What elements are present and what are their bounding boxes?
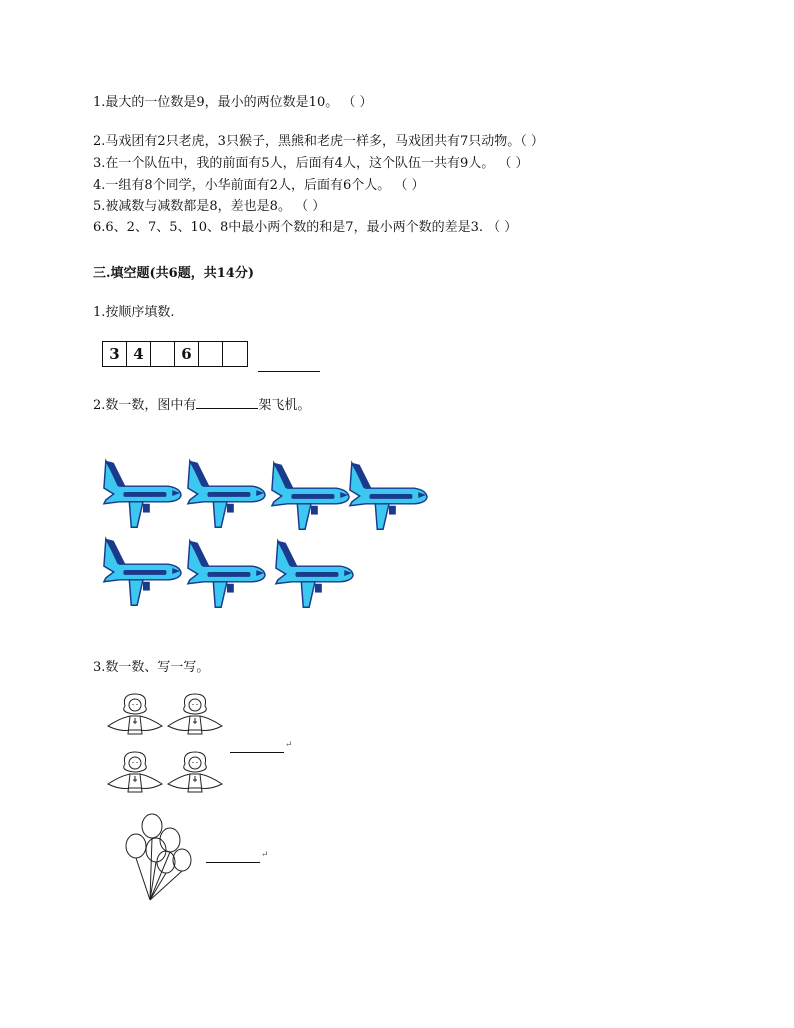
airplane-icon [268, 460, 352, 532]
q2-prompt [93, 396, 310, 414]
q1-prompt: 1.按顺序填数. [93, 305, 175, 320]
sequence-cell[interactable]: 4 [127, 342, 151, 366]
airplane-icon [346, 460, 430, 532]
sequence-cell[interactable]: 3 [103, 342, 127, 366]
airplane-icon [184, 458, 268, 530]
sequence-cell[interactable]: 6 [175, 342, 199, 366]
dolls-answer-line[interactable] [230, 752, 284, 753]
airplane-icon [100, 458, 184, 530]
balloons-answer-line[interactable] [206, 862, 260, 863]
q2-prompt-before: 2.数一数，图中有 [93, 398, 197, 413]
sequence-cell[interactable] [199, 342, 223, 366]
airplane-icon [184, 538, 268, 610]
section-title: 三.填空题(共6题，共14分) [93, 266, 254, 281]
q1-answer-line[interactable] [258, 371, 320, 372]
judgement-item-1: 1.最大的一位数是9，最小的两位数是10。 （ ） [93, 95, 373, 110]
return-mark: ↵ [261, 850, 269, 860]
sequence-cell[interactable] [223, 342, 247, 366]
sequence-cell[interactable] [151, 342, 175, 366]
judgement-item-5: 5.被减数与减数都是8，差也是8。 （ ） [93, 199, 326, 214]
doll-icon [106, 750, 164, 796]
q3-prompt: 3.数一数、写一写。 [93, 660, 210, 675]
judgement-item-3: 3.在一个队伍中，我的前面有5人，后面有4人，这个队伍一共有9人。 （ ） [93, 156, 529, 171]
doll-icon [166, 692, 224, 738]
judgement-item-2: 2.马戏团有2只老虎，3只猴子，黑熊和老虎一样多，马戏团共有7只动物。（ ） [93, 134, 544, 149]
number-sequence-boxes [102, 341, 248, 367]
airplane-icon [272, 538, 356, 610]
doll-icon [106, 692, 164, 738]
q2-answer-blank[interactable] [196, 396, 258, 409]
q2-prompt-after: 架飞机。 [258, 398, 311, 413]
judgement-item-4: 4.一组有8个同学，小华前面有2人，后面有6个人。 （ ） [93, 178, 425, 193]
airplane-icon [100, 536, 184, 608]
doll-icon [166, 750, 224, 796]
return-mark: ↵ [285, 740, 293, 750]
judgement-item-6: 6.6、2、7、5、10、8中最小两个数的和是7，最小两个数的差是3. （ ） [93, 220, 518, 235]
balloons-icon [110, 812, 202, 904]
